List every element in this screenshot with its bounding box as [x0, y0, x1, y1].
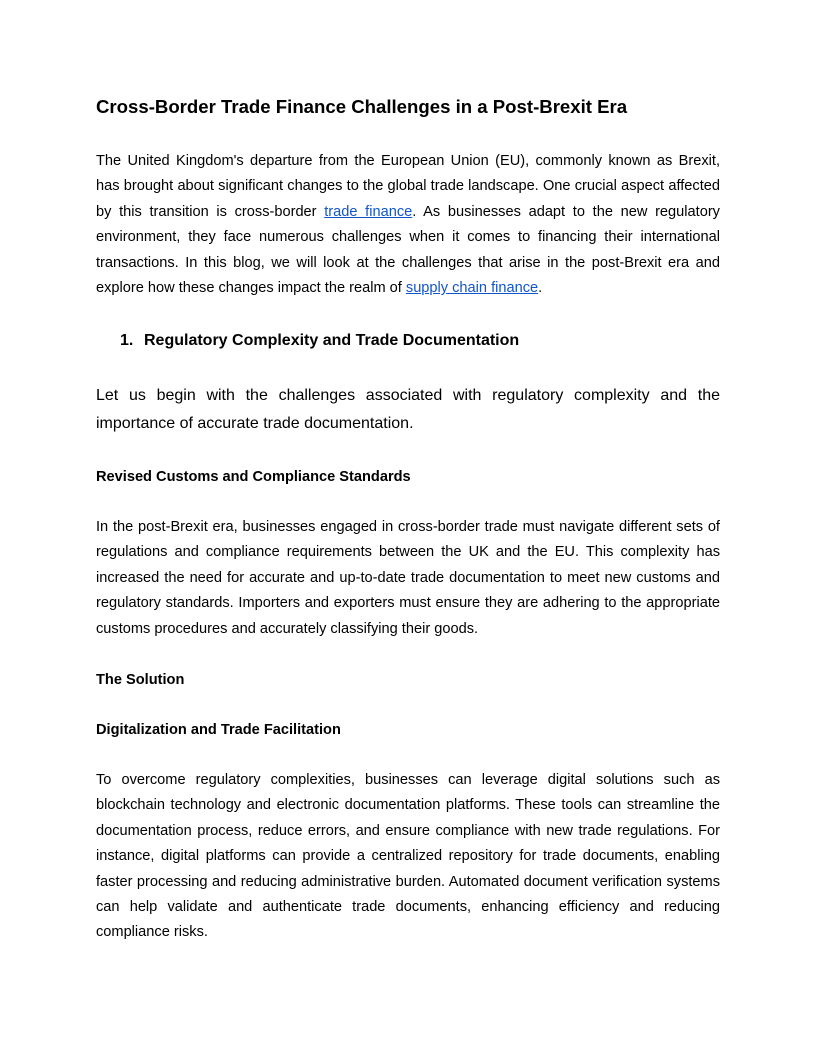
- section-1-lead: Let us begin with the challenges associated with regulatory complexity and the importance of accurate trade documentation.: [96, 387, 720, 432]
- solution-heading: The Solution: [96, 672, 185, 688]
- customs-heading: Revised Customs and Compliance Standards: [96, 469, 411, 485]
- digitalization-heading: Digitalization and Trade Facilitation: [96, 722, 341, 738]
- solution-paragraph: To overcome regulatory complexities, businesses can leverage digital solutions such as blockchain technology and electronic documentation platforms. These tools can streamline the documentation process, reduce errors, and ensure compliance with new trade regulations. For instance, digital platforms can provide a centralized repository for trade documents, enabling faster processing and reducing administrative burden. Automated document verification systems can help validate and authenticate trade documents, enhancing efficiency and reducing compliance risks.: [96, 772, 720, 941]
- intro-text-2: . As businesses adapt to the new regulatory environment, they face numerous challenges when it comes to financing their international transactions. In this blog, we will look at the challenges that arise in the post-Brexit era and explore how these changes impact the realm of: [96, 203, 720, 297]
- supply-chain-finance-link[interactable]: supply chain finance: [405, 280, 539, 297]
- document-title: Cross-Border Trade Finance Challenges in a Post-Brexit Era: [96, 96, 628, 117]
- intro-text-1: The United Kingdom's departure from the European Union (EU), commonly known as Brexit, has brought about significant changes to the global trade landscape. One crucial aspect affected by this transition is cross-border: [96, 153, 720, 220]
- section-1-number: 1.: [120, 332, 134, 349]
- section-1-heading-text: Regulatory Complexity and Trade Documentation: [144, 332, 520, 349]
- trade-finance-link[interactable]: trade finance: [324, 203, 413, 220]
- intro-paragraph: [96, 149, 720, 301]
- section-1-heading: [120, 330, 519, 352]
- intro-text-3: .: [538, 280, 543, 297]
- customs-paragraph: In the post-Brexit era, businesses engaged in cross-border trade must navigate different sets of regulations and compliance requirements between the UK and the EU. This complexity has increased the need for accurate and up-to-date trade documentation to meet new customs and regulatory standards. Importers and exporters must ensure they are adhering to the appropriate customs procedures and accurately classifying their goods.: [96, 519, 720, 637]
